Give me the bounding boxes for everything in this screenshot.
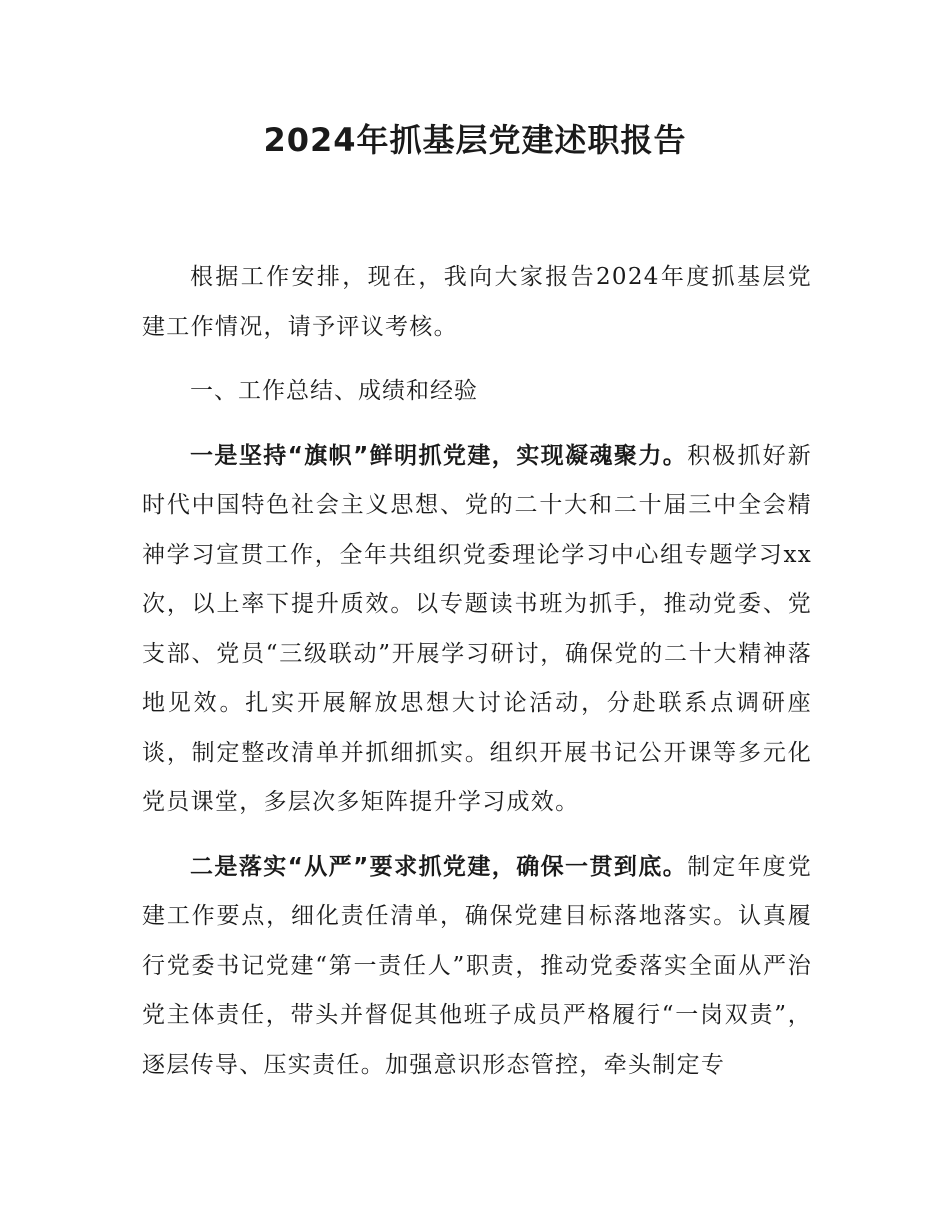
document-body <box>142 253 812 1090</box>
section-heading: 一、工作总结、成绩和经验 <box>190 378 478 404</box>
point-two-paragraph <box>142 843 812 1091</box>
intro-paragraph: 根据工作安排，现在，我向大家报告2024年度抓基层党建工作情况，请予评议考核。 <box>142 264 812 340</box>
document-title: 2024年抓基层党建述职报告 <box>263 121 687 159</box>
point-two-lead: 二是落实“从严”要求抓党建，确保一贯到底。 <box>190 853 688 880</box>
point-one-lead: 一是坚持“旗帜”鲜明抓党建，实现凝魂聚力。 <box>190 442 688 469</box>
point-one-text: 积极抓好新时代中国特色社会主义思想、党的二十大和二十届三中全会精神学习宣贯工作，全年共组织党委理论学习中心组专题学习xx次，以上率下提升质效。以专题读书班为抓手，推动党委、党支部、党员“三级联动”开展学习研讨，确保党的二十大精神落地见效。扎实开展解放思想大讨论活动，分赴联系点调研座谈，制定整改清单并抓细抓实。组织开展书记公开课等多元化党员课堂，多层次多矩阵提升学习成效。 <box>142 442 812 815</box>
point-one-paragraph <box>142 432 812 828</box>
point-two-text: 制定年度党建工作要点，细化责任清单，确保党建目标落地落实。认真履行党委书记党建“第一责任人”职责，推动党委落实全面从严治党主体责任，带头并督促其他班子成员严格履行“一岗双责”，逐层传导、压实责任。加强意识形态管控，牵头制定专 <box>142 853 812 1078</box>
